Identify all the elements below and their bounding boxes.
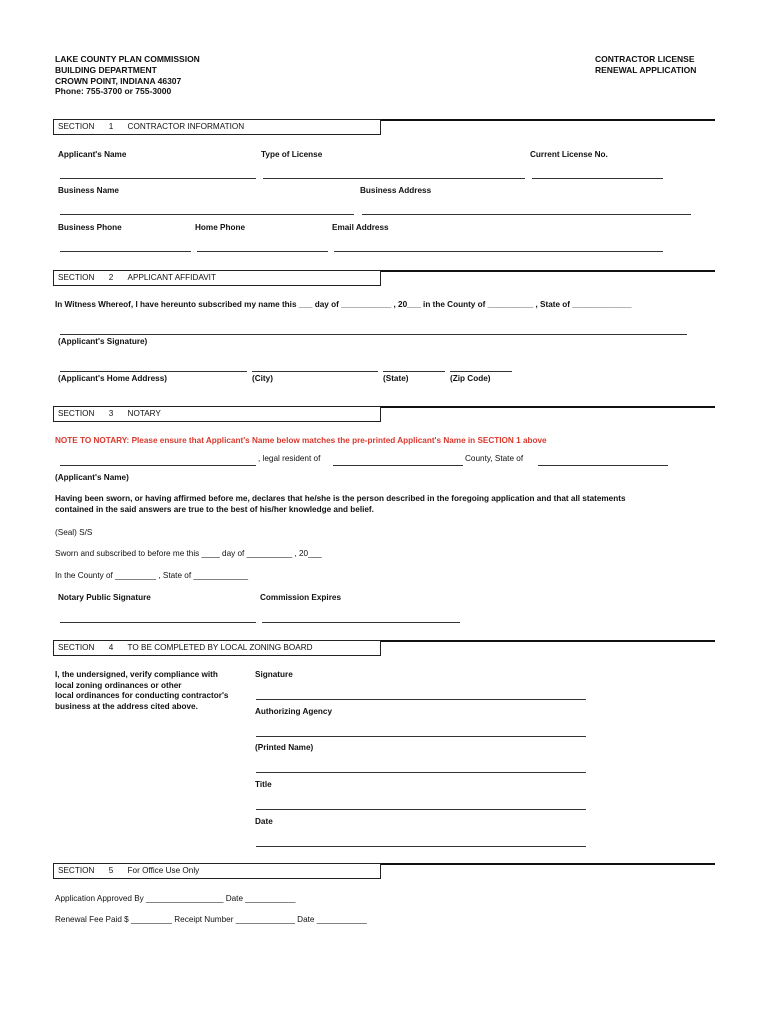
sworn-statement-line-2: contained in the said answers are true to the best of his/her knowledge and belief. xyxy=(55,505,374,514)
zip-label: (Zip Code) xyxy=(450,374,491,383)
zoning-signature-label: Signature xyxy=(255,670,293,679)
section-number: 5 xyxy=(108,866,114,875)
section-1-header xyxy=(53,119,381,135)
applicant-signature-field[interactable] xyxy=(60,334,687,335)
applicant-signature-label: (Applicant's Signature) xyxy=(58,337,148,346)
sworn-subscribed-line[interactable]: Sworn and subscribed to before me this ____ day of __________ , 20___ xyxy=(55,549,322,558)
section-3-header xyxy=(53,406,381,422)
business-address-label: Business Address xyxy=(360,186,432,195)
city-field[interactable] xyxy=(252,371,378,372)
county-state-label: County, State of xyxy=(465,454,524,463)
email-address-field[interactable] xyxy=(334,251,663,252)
applicant-name-field[interactable] xyxy=(60,178,256,179)
title-label: Title xyxy=(255,780,272,789)
application-approved-line[interactable]: Application Approved By _________________ Date ___________ xyxy=(55,894,296,903)
zoning-signature-field[interactable] xyxy=(256,699,586,700)
license-type-label: Type of License xyxy=(261,150,323,159)
verify-line-1: I, the undersigned, verify compliance with xyxy=(55,670,218,679)
commission-expires-field[interactable] xyxy=(262,622,460,623)
authorizing-agency-field[interactable] xyxy=(256,736,586,737)
section-rule xyxy=(381,119,715,121)
state-label: (State) xyxy=(383,374,409,383)
section-title: APPLICANT AFFIDAVIT xyxy=(127,273,216,282)
section-label: SECTION xyxy=(58,409,95,418)
business-phone-field[interactable] xyxy=(60,251,191,252)
section-number: 2 xyxy=(108,273,114,282)
section-title: TO BE COMPLETED BY LOCAL ZONING BOARD xyxy=(127,643,313,652)
business-name-label: Business Name xyxy=(58,186,119,195)
email-address-label: Email Address xyxy=(332,223,389,232)
agency-phone: Phone: 755-3700 or 755-3000 xyxy=(55,86,172,97)
section-4-header xyxy=(53,640,381,656)
title-field[interactable] xyxy=(256,809,586,810)
verify-line-2: local zoning ordinances or other xyxy=(55,680,182,690)
printed-name-label: (Printed Name) xyxy=(255,743,314,752)
form-title-line-1: CONTRACTOR LICENSE xyxy=(595,54,695,64)
notary-signature-label: Notary Public Signature xyxy=(58,593,151,602)
city-label: (City) xyxy=(252,374,273,383)
home-address-label: (Applicant's Home Address) xyxy=(58,374,168,383)
license-number-field[interactable] xyxy=(532,178,663,179)
resident-state-field[interactable] xyxy=(538,465,668,466)
section-number: 1 xyxy=(108,122,114,131)
zoning-date-label: Date xyxy=(255,817,273,826)
county-state-line[interactable]: In the County of _________ , State of ____________ xyxy=(55,571,249,580)
verify-line-3: local ordinances for conducting contractor's xyxy=(55,691,229,700)
commission-expires-label: Commission Expires xyxy=(260,593,341,602)
section-label: SECTION xyxy=(58,643,95,652)
notary-applicant-name-label: (Applicant's Name) xyxy=(55,473,129,482)
notary-applicant-name-field[interactable] xyxy=(60,465,256,466)
legal-resident-label: , legal resident of xyxy=(258,454,321,463)
section-rule xyxy=(381,270,715,272)
department-name: BUILDING DEPARTMENT xyxy=(55,64,157,75)
applicant-name-label: Applicant's Name xyxy=(58,150,127,159)
license-number-label: Current License No. xyxy=(530,150,608,159)
business-phone-label: Business Phone xyxy=(58,223,122,232)
section-label: SECTION xyxy=(58,122,95,131)
home-phone-field[interactable] xyxy=(197,251,328,252)
witness-statement[interactable]: In Witness Whereof, I have hereunto subscribed my name this ___ day of ___________ , 20___ in the County of __________ , State of _____________ xyxy=(55,300,632,309)
agency-name: LAKE COUNTY PLAN COMMISSION xyxy=(55,54,200,64)
section-rule xyxy=(381,863,715,865)
resident-county-field[interactable] xyxy=(333,465,463,466)
seal-label: (Seal) S/S xyxy=(55,528,93,537)
section-title: NOTARY xyxy=(127,409,161,418)
business-name-field[interactable] xyxy=(60,214,354,215)
section-number: 3 xyxy=(108,409,114,418)
agency-header xyxy=(55,54,200,97)
renewal-fee-line[interactable]: Renewal Fee Paid $ _________ Receipt Number _____________ Date ___________ xyxy=(55,915,367,924)
section-title: For Office Use Only xyxy=(127,866,200,875)
section-number: 4 xyxy=(108,643,114,652)
form-title xyxy=(595,54,696,76)
zoning-verification-text xyxy=(55,670,228,712)
zoning-date-field[interactable] xyxy=(256,846,586,847)
authorizing-agency-label: Authorizing Agency xyxy=(255,707,333,716)
section-rule xyxy=(381,640,715,642)
notary-signature-field[interactable] xyxy=(60,622,256,623)
state-field[interactable] xyxy=(383,371,445,372)
sworn-statement-line-1: Having been sworn, or having affirmed before me, declares that he/she is the person described in the foregoing application and that all statements xyxy=(55,494,626,503)
zip-field[interactable] xyxy=(450,371,512,372)
section-rule xyxy=(381,406,715,408)
home-address-field[interactable] xyxy=(60,371,247,372)
agency-address: CROWN POINT, INDIANA 46307 xyxy=(55,75,182,86)
section-label: SECTION xyxy=(58,866,95,875)
form-title-line-2: RENEWAL APPLICATION xyxy=(595,64,697,75)
section-5-header xyxy=(53,863,381,879)
printed-name-field[interactable] xyxy=(256,772,586,773)
section-2-header xyxy=(53,270,381,286)
section-title: CONTRACTOR INFORMATION xyxy=(127,122,245,131)
verify-line-4: business at the address cited above. xyxy=(55,701,198,711)
section-label: SECTION xyxy=(58,273,95,282)
home-phone-label: Home Phone xyxy=(195,223,246,232)
business-address-field[interactable] xyxy=(362,214,691,215)
license-type-field[interactable] xyxy=(263,178,525,179)
notary-note: NOTE TO NOTARY: Please ensure that Applicant's Name below matches the pre-printed Applicant's Name in SECTION 1 above xyxy=(55,436,547,445)
